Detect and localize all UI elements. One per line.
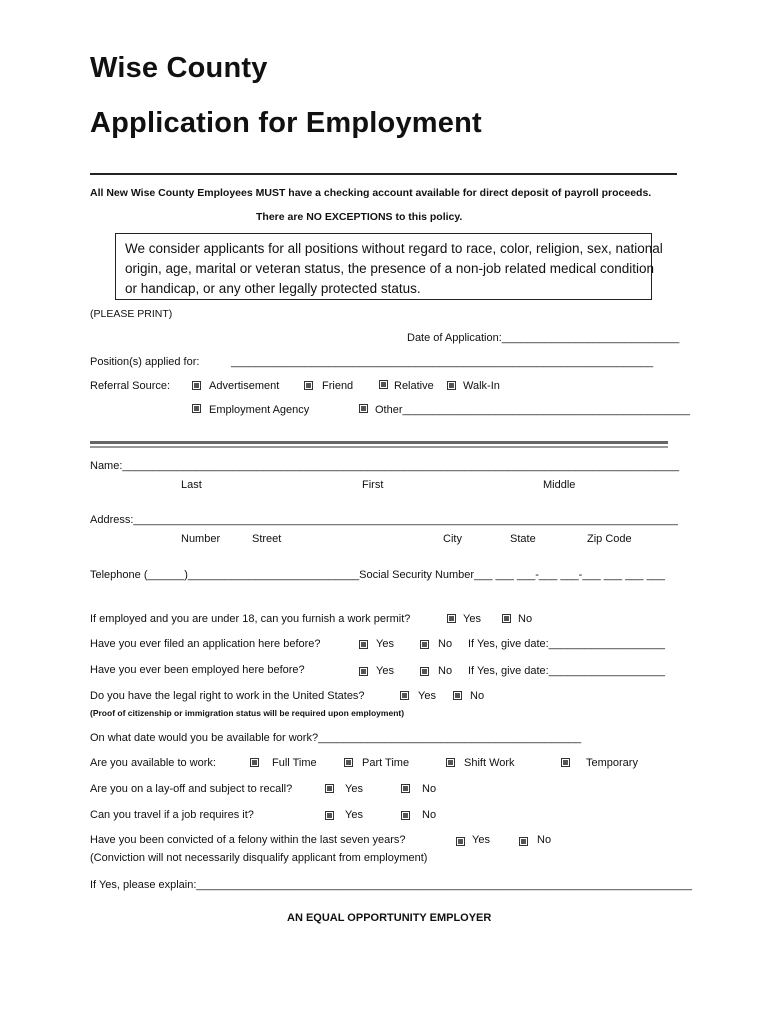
referral-advertisement-checkbox[interactable] (192, 381, 201, 390)
date-of-application-field[interactable]: Date of Application:_____________________________ (407, 332, 680, 344)
legal-yes-label: Yes (418, 690, 436, 702)
referral-walkin-label: Walk-In (463, 380, 500, 392)
referral-label: Referral Source: (90, 380, 171, 392)
felony-no-label: No (537, 834, 552, 846)
name-last-caption: Last (181, 479, 202, 491)
legal-no-checkbox[interactable] (453, 691, 462, 700)
filed-date-field[interactable]: If Yes, give date:___________________ (468, 638, 665, 650)
address-number-caption: Number (181, 533, 221, 545)
filed-yes-label: Yes (376, 638, 394, 650)
notice-line-1: We consider applicants for all positions without regard to race, color, religion, sex, national (125, 241, 663, 256)
employed-question: Have you ever been employed here before? (90, 664, 305, 676)
referral-agency-checkbox[interactable] (192, 404, 201, 413)
filed-question: Have you ever filed an application here before? (90, 638, 321, 650)
policy-line-2: There are NO EXCEPTIONS to this policy. (256, 211, 463, 223)
county-title: Wise County (90, 52, 268, 84)
referral-relative-checkbox[interactable] (379, 380, 388, 389)
referral-friend-checkbox[interactable] (304, 381, 313, 390)
filed-yes-checkbox[interactable] (359, 640, 368, 649)
header-rule (90, 173, 677, 175)
employed-yes-checkbox[interactable] (359, 667, 368, 676)
referral-other-field[interactable]: Other_______________________________________________ (375, 404, 691, 416)
available-date-field[interactable]: On what date would you be available for work?___________________________________________ (90, 732, 582, 744)
felony-note: (Conviction will not necessarily disqualify applicant from employment) (90, 852, 428, 864)
legal-note: (Proof of citizenship or immigration status will be required upon employment) (90, 708, 405, 718)
felony-question: Have you been convicted of a felony within the last seven years? (90, 834, 406, 846)
telephone-ssn-field[interactable]: Telephone (______)____________________________Social Security Number___ ___ ___-___ ___-___ ___ ___ ___ (90, 569, 665, 581)
name-middle-caption: Middle (543, 479, 576, 491)
under18-question: If employed and you are under 18, can you furnish a work permit? (90, 613, 411, 625)
address-state-caption: State (510, 533, 536, 545)
legal-no-label: No (470, 690, 485, 702)
referral-walkin-checkbox[interactable] (447, 381, 456, 390)
employed-yes-label: Yes (376, 665, 394, 677)
fulltime-checkbox[interactable] (250, 758, 259, 767)
address-field[interactable]: Address:_________________________________________________________________________________________ (90, 514, 678, 526)
shiftwork-label: Shift Work (464, 757, 515, 769)
layoff-yes-checkbox[interactable] (325, 784, 334, 793)
under18-yes-label: Yes (463, 613, 481, 625)
travel-no-label: No (422, 809, 437, 821)
filed-no-label: No (438, 638, 453, 650)
please-print: (PLEASE PRINT) (90, 308, 173, 320)
address-zip-caption: Zip Code (587, 533, 632, 545)
travel-question: Can you travel if a job requires it? (90, 809, 254, 821)
equal-opportunity-notice (115, 233, 663, 300)
name-field[interactable]: Name:___________________________________________________________________________________________ (90, 460, 680, 472)
layoff-no-checkbox[interactable] (401, 784, 410, 793)
referral-agency-label: Employment Agency (209, 404, 310, 416)
felony-no-checkbox[interactable] (519, 837, 528, 846)
travel-yes-checkbox[interactable] (325, 811, 334, 820)
address-street-caption: Street (252, 533, 282, 545)
filed-no-checkbox[interactable] (420, 640, 429, 649)
equal-opportunity-footer: AN EQUAL OPPORTUNITY EMPLOYER (287, 912, 492, 924)
name-first-caption: First (362, 479, 384, 491)
notice-line-3: or handicap, or any other legally protected status. (125, 281, 421, 296)
felony-yes-checkbox[interactable] (456, 837, 465, 846)
section-divider (90, 441, 668, 444)
page-title: Application for Employment (90, 107, 482, 139)
shiftwork-checkbox[interactable] (446, 758, 455, 767)
parttime-label: Part Time (362, 757, 410, 769)
parttime-checkbox[interactable] (344, 758, 353, 767)
positions-field[interactable]: _____________________________________________________________________ (231, 356, 654, 368)
referral-other-checkbox[interactable] (359, 404, 368, 413)
under18-no-checkbox[interactable] (502, 614, 511, 623)
under18-no-label: No (518, 613, 533, 625)
available-to-question: Are you available to work: (90, 757, 216, 769)
positions-label: Position(s) applied for: (90, 356, 200, 368)
notice-line-2: origin, age, marital or veteran status, the presence of a non-job related medical condition (125, 261, 655, 276)
referral-friend-label: Friend (322, 380, 354, 392)
referral-advertisement-label: Advertisement (209, 380, 280, 392)
policy-line-1: All New Wise County Employees MUST have a checking account available for direct deposit of payroll proceeds. (90, 187, 652, 199)
referral-relative-label: Relative (394, 380, 434, 392)
travel-yes-label: Yes (345, 809, 363, 821)
layoff-no-label: No (422, 783, 437, 795)
under18-yes-checkbox[interactable] (447, 614, 456, 623)
layoff-yes-label: Yes (345, 783, 363, 795)
temporary-label: Temporary (586, 757, 638, 769)
legal-yes-checkbox[interactable] (400, 691, 409, 700)
legal-question: Do you have the legal right to work in the United States? (90, 690, 365, 702)
travel-no-checkbox[interactable] (401, 811, 410, 820)
layoff-question: Are you on a lay-off and subject to recall? (90, 783, 293, 795)
section-divider-lower (90, 446, 668, 448)
employed-no-checkbox[interactable] (420, 667, 429, 676)
temporary-checkbox[interactable] (561, 758, 570, 767)
felony-yes-label: Yes (472, 834, 490, 846)
employed-date-field[interactable]: If Yes, give date:___________________ (468, 665, 665, 677)
employed-no-label: No (438, 665, 453, 677)
fulltime-label: Full Time (272, 757, 317, 769)
explain-field[interactable]: If Yes, please explain:_________________________________________________________________________________ (90, 879, 692, 891)
address-city-caption: City (443, 533, 462, 545)
